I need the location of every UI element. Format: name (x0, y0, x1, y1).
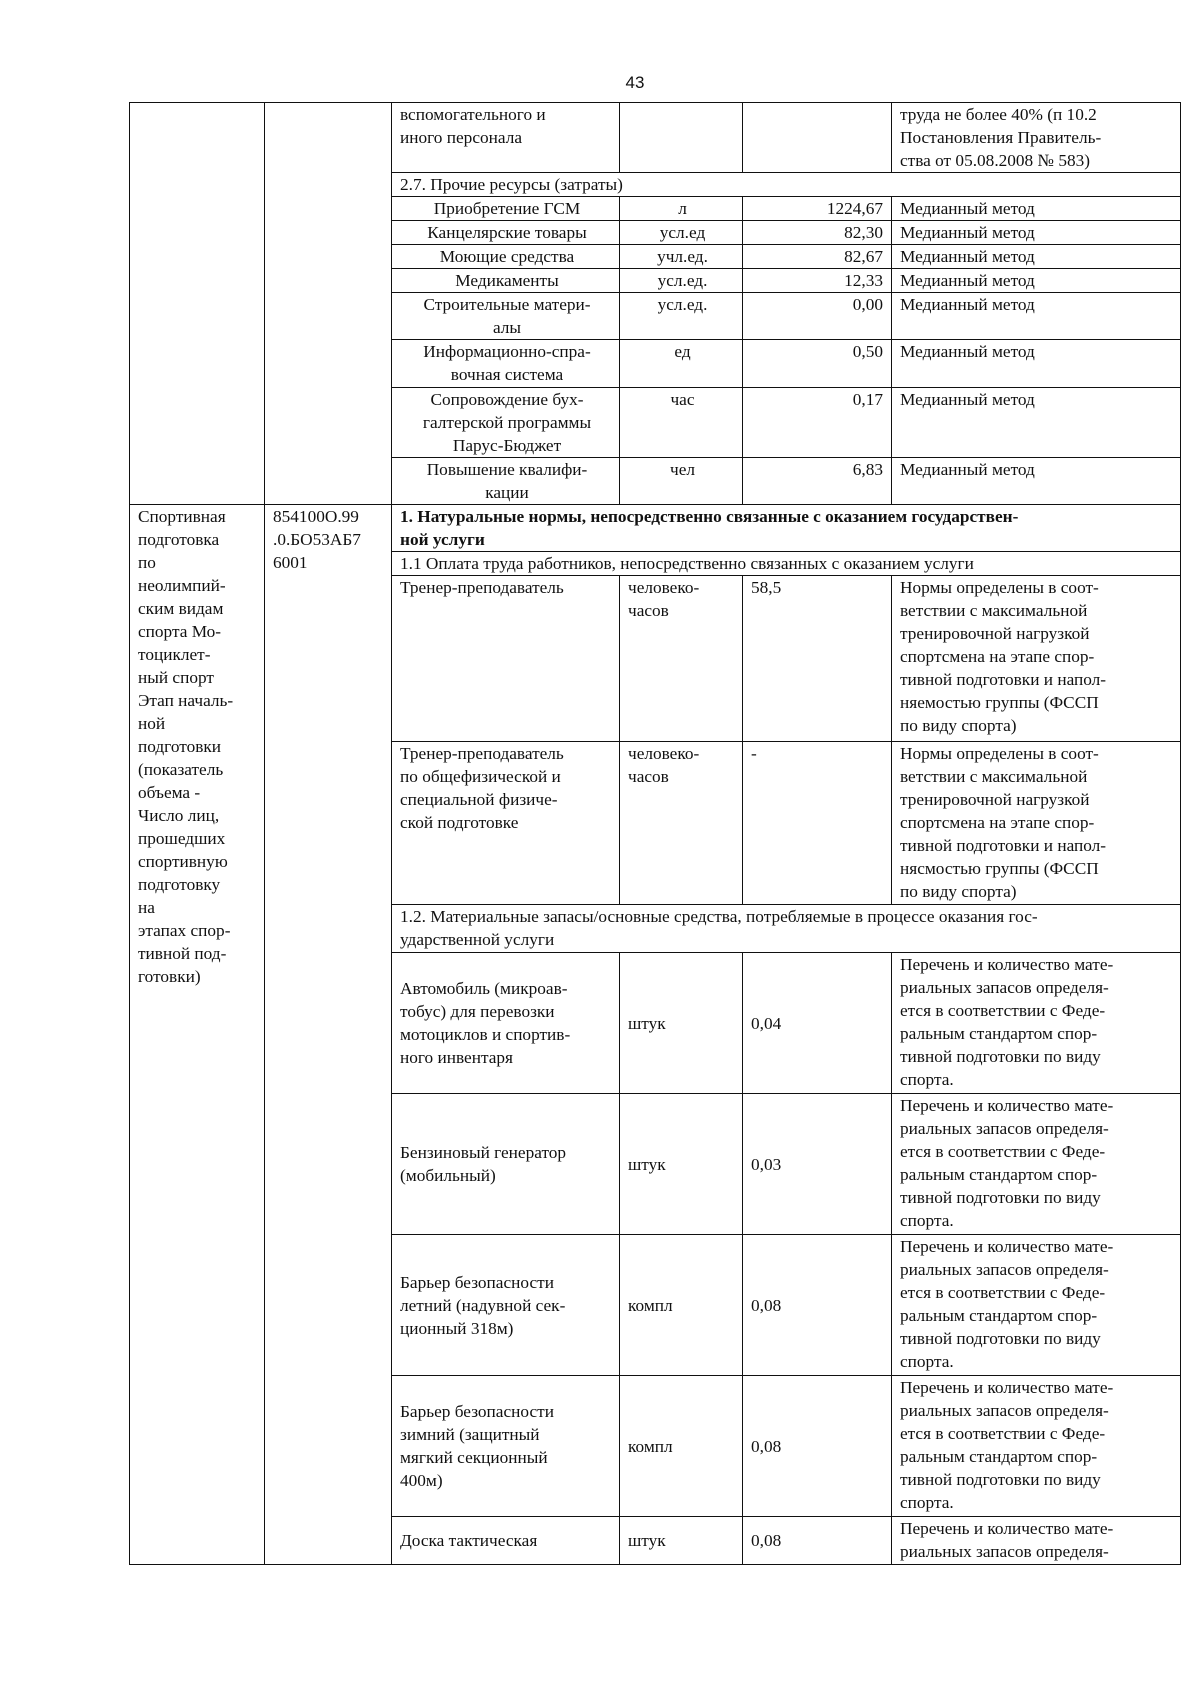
unit-cell: усл.ед. (620, 269, 743, 293)
value-cell: 58,5 (743, 576, 892, 742)
resource-name: Медикаменты (392, 269, 620, 293)
unit-cell: ед (620, 340, 743, 388)
labor-name: Тренер-преподаватель (392, 576, 620, 742)
note-cell: труда не более 40% (п 10.2 Постановления Правитель- ства от 05.08.2008 № 583) (892, 103, 1181, 173)
unit-cell: штук (620, 1517, 743, 1565)
value-cell: - (743, 742, 892, 905)
unit-cell: усл.ед. (620, 293, 743, 340)
page-number: 43 (625, 73, 645, 92)
value-cell: 12,33 (743, 269, 892, 293)
material-name: Барьер безопасности летний (надувной сек- ционный 318м) (392, 1235, 620, 1376)
section-heading-1: 1. Натуральные нормы, непосредственно связанные с оказанием государствен- ной услуги (392, 505, 1181, 552)
material-name: Доска тактическая (392, 1517, 620, 1565)
note-cell: Перечень и количество мате- риальных запасов определя- ется в соответствии с Феде- ральным стандартом спор- тивной подготовки по виду спорта. (892, 1235, 1181, 1376)
norms-table (129, 102, 1181, 1565)
resource-name: Строительные матери- алы (392, 293, 620, 340)
unit-cell: учл.ед. (620, 245, 743, 269)
value-cell: 0,17 (743, 388, 892, 458)
value-cell: 0,04 (743, 953, 892, 1094)
note-cell: Нормы определены в соот- ветствии с максимальной тренировочной нагрузкой спортсмена на этапе спор- тивной подготовки и напол- нясмостью группы (ФССП по виду спорта) (892, 742, 1181, 905)
resource-name: Моющие средства (392, 245, 620, 269)
unit-cell (620, 103, 743, 173)
value-cell: 0,08 (743, 1376, 892, 1517)
resource-name: Информационно-спра- вочная система (392, 340, 620, 388)
material-name: Барьер безопасности зимний (защитный мягкий секционный 400м) (392, 1376, 620, 1517)
value-cell (743, 103, 892, 173)
code-cell-empty (265, 103, 392, 505)
note-cell: Перечень и количество мате- риальных запасов определя- ется в соответствии с Феде- ральным стандартом спор- тивной подготовки по виду спорта. (892, 953, 1181, 1094)
resource-name: вспомогательного и иного персонала (392, 103, 620, 173)
method-cell: Медианный метод (892, 197, 1181, 221)
service-code: 854100О.99 .0.БО53АБ7 6001 (265, 505, 392, 1565)
value-cell: 0,00 (743, 293, 892, 340)
resource-name: Повышение квалифи- кации (392, 458, 620, 505)
value-cell: 0,50 (743, 340, 892, 388)
resource-name: Приобретение ГСМ (392, 197, 620, 221)
section-heading-2-7: 2.7. Прочие ресурсы (затраты) (392, 173, 1181, 197)
resource-name: Сопровождение бух- галтерской программы Парус-Бюджет (392, 388, 620, 458)
value-cell: 82,30 (743, 221, 892, 245)
section-heading-1-1: 1.1 Оплата труда работников, непосредственно связанных с оказанием услуги (392, 552, 1181, 576)
section-row (130, 505, 1181, 552)
value-cell: 0,08 (743, 1517, 892, 1565)
value-cell: 0,03 (743, 1094, 892, 1235)
material-name: Бензиновый генератор (мобильный) (392, 1094, 620, 1235)
unit-cell: человеко- часов (620, 742, 743, 905)
unit-cell: чел (620, 458, 743, 505)
unit-cell: человеко- часов (620, 576, 743, 742)
table-row (130, 103, 1181, 173)
method-cell: Медианный метод (892, 269, 1181, 293)
unit-cell: компл (620, 1376, 743, 1517)
material-name: Автомобиль (микроав- тобус) для перевозки мотоциклов и спортив- ного инвентаря (392, 953, 620, 1094)
value-cell: 6,83 (743, 458, 892, 505)
value-cell: 82,67 (743, 245, 892, 269)
method-cell: Медианный метод (892, 245, 1181, 269)
note-cell: Перечень и количество мате- риальных запасов определя- ется в соответствии с Феде- ральным стандартом спор- тивной подготовки по виду спорта. (892, 1376, 1181, 1517)
service-cell-empty (130, 103, 265, 505)
note-cell: Перечень и количество мате- риальных запасов определя- (892, 1517, 1181, 1565)
value-cell: 1224,67 (743, 197, 892, 221)
unit-cell: штук (620, 953, 743, 1094)
unit-cell: усл.ед (620, 221, 743, 245)
unit-cell: компл (620, 1235, 743, 1376)
resource-name: Канцелярские товары (392, 221, 620, 245)
value-cell: 0,08 (743, 1235, 892, 1376)
method-cell: Медианный метод (892, 458, 1181, 505)
service-name: Спортивная подготовка по неолимпий- ским видам спорта Мо- тоциклет- ный спорт Этап началь- ной подготовки (показатель объема - Число лиц, прошедших спортивную подготовку на этапах спор- тивной под- готовки) (130, 505, 265, 1565)
note-cell: Нормы определены в соот- ветствии с максимальной тренировочной нагрузкой спортсмена на этапе спор- тивной подготовки и напол- няемостью группы (ФССП по виду спорта) (892, 576, 1181, 742)
unit-cell: штук (620, 1094, 743, 1235)
method-cell: Медианный метод (892, 293, 1181, 340)
method-cell: Медианный метод (892, 388, 1181, 458)
labor-name: Тренер-преподаватель по общефизической и специальной физиче- ской подготовке (392, 742, 620, 905)
section-heading-1-2: 1.2. Материальные запасы/основные средства, потребляемые в процессе оказания гос- ударственной услуги (392, 905, 1181, 953)
unit-cell: час (620, 388, 743, 458)
unit-cell: л (620, 197, 743, 221)
method-cell: Медианный метод (892, 340, 1181, 388)
note-cell: Перечень и количество мате- риальных запасов определя- ется в соответствии с Феде- ральным стандартом спор- тивной подготовки по виду спорта. (892, 1094, 1181, 1235)
method-cell: Медианный метод (892, 221, 1181, 245)
